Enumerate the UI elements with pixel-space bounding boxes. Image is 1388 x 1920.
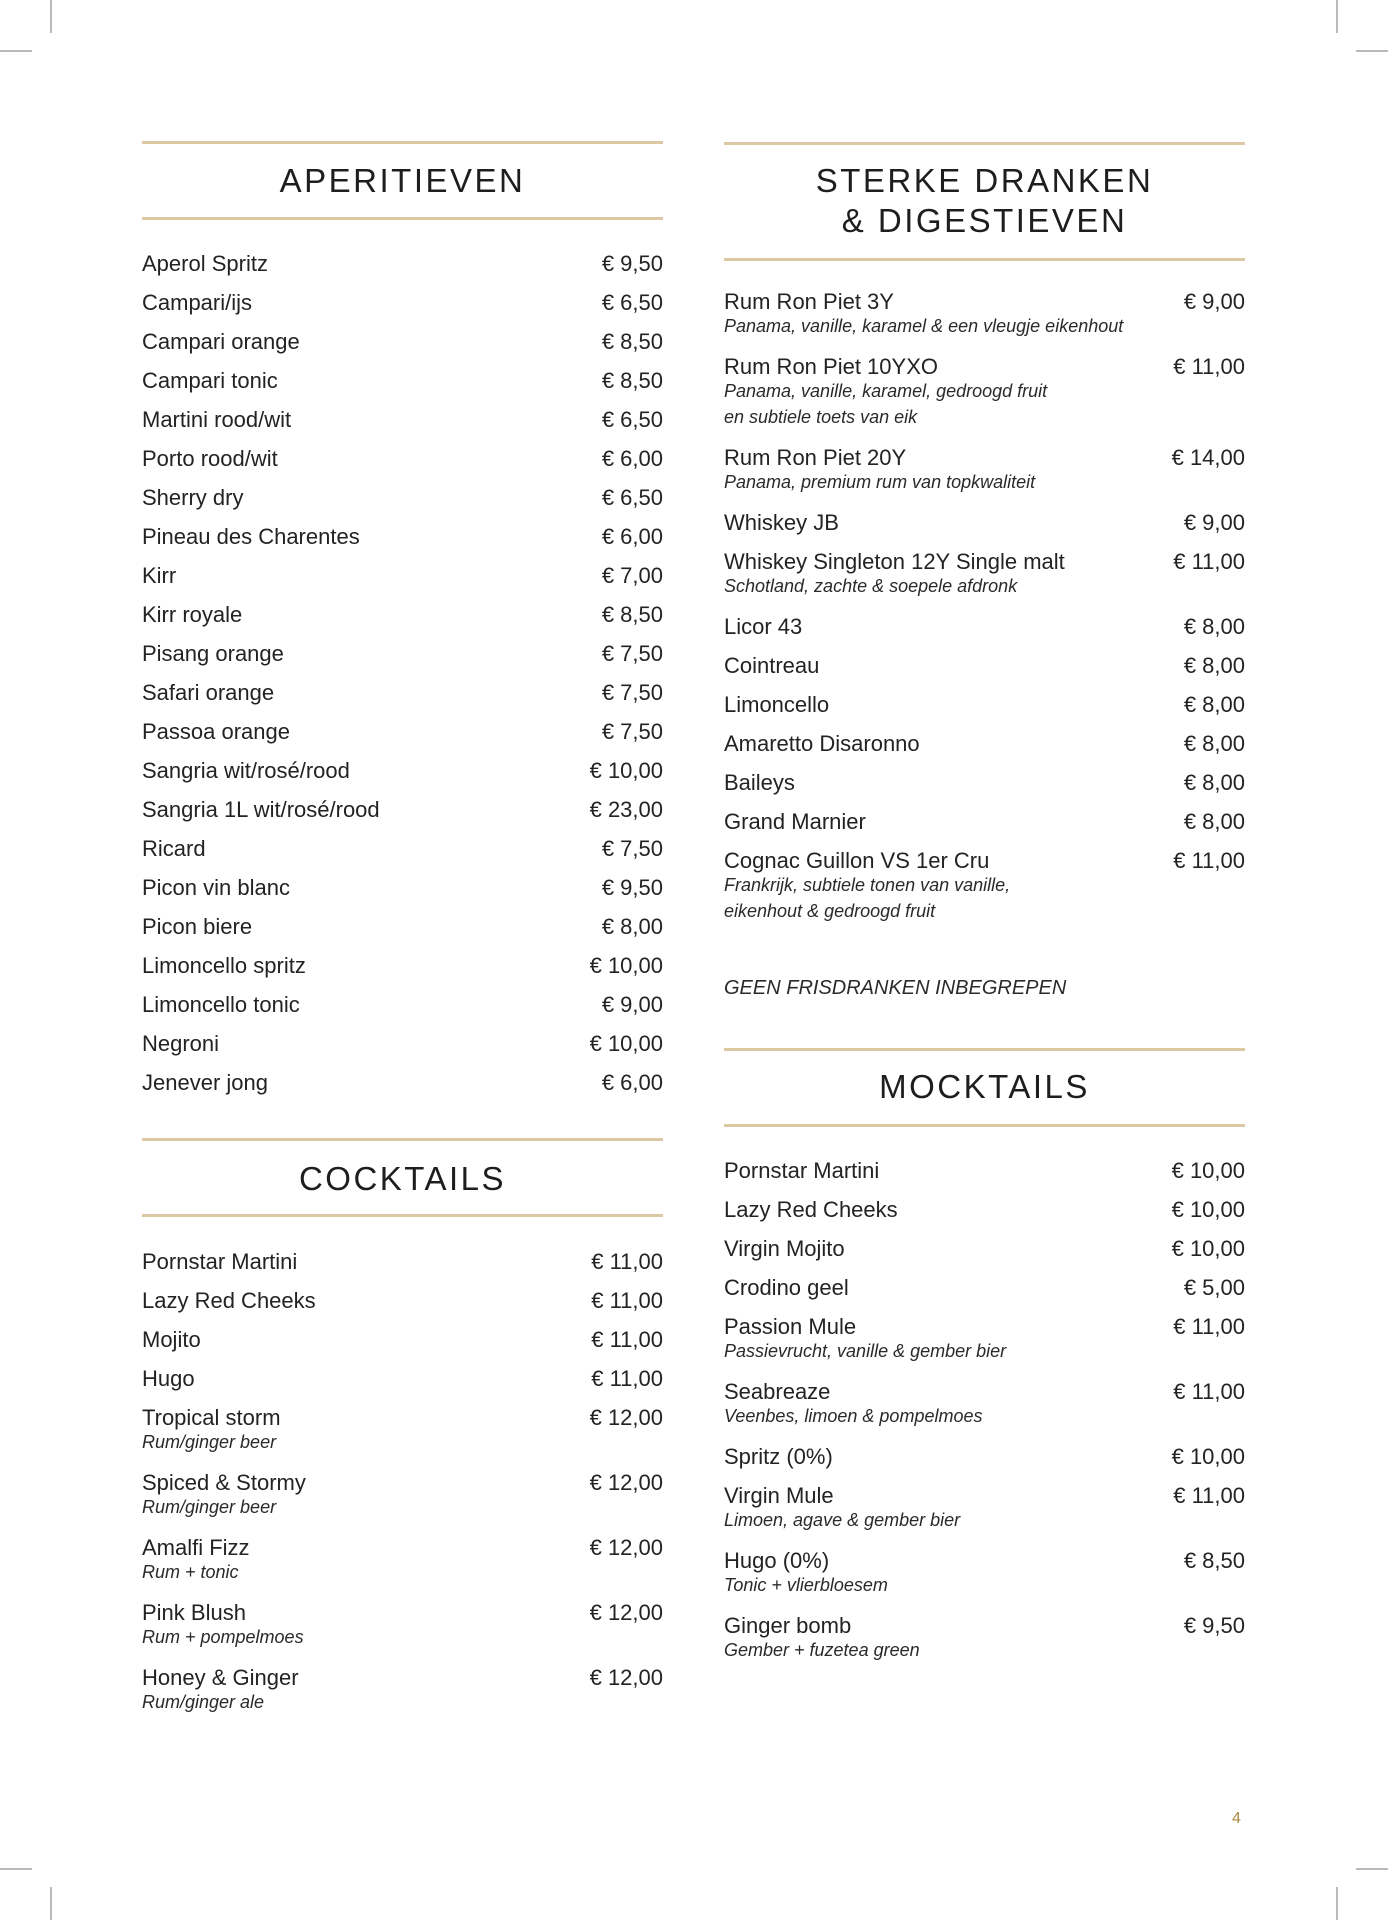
menu-item xyxy=(724,1190,1245,1229)
menu-item-name: Pornstar Martini xyxy=(142,1248,298,1274)
menu-item-price: € 7,50 xyxy=(601,679,663,705)
menu-item-line xyxy=(142,361,663,400)
menu-item-description-line: Tonic + vlierbloesem xyxy=(724,1575,888,1595)
menu-item xyxy=(142,1242,663,1281)
menu-item-name: Grand Marnier xyxy=(724,808,866,834)
menu-item xyxy=(724,347,1245,430)
menu-item-line xyxy=(724,802,1245,841)
menu-item-price: € 14,00 xyxy=(1171,444,1245,470)
menu-item xyxy=(142,790,663,829)
menu-item-description-line: eikenhout & gedroogd fruit xyxy=(724,901,936,921)
mocktails-rule-bottom xyxy=(724,1124,1245,1127)
menu-item-price: € 11,00 xyxy=(591,1248,663,1274)
page-number: 4 xyxy=(1232,1810,1241,1827)
menu-item-line xyxy=(142,946,663,985)
menu-item-name: Seabreaze xyxy=(724,1378,831,1404)
menu-item-line xyxy=(142,907,663,946)
menu-item-name: Jenever jong xyxy=(142,1069,268,1095)
menu-item xyxy=(142,1024,663,1063)
menu-item-name: Aperol Spritz xyxy=(142,250,268,276)
menu-item-price: € 12,00 xyxy=(589,1404,663,1430)
menu-item-name: Honey & Ginger xyxy=(142,1664,299,1690)
menu-item xyxy=(724,685,1245,724)
menu-item-name: Sherry dry xyxy=(142,484,244,510)
menu-item-description-line: Panama, premium rum van topkwaliteit xyxy=(724,472,1036,492)
menu-item-line xyxy=(142,751,663,790)
menu-item-price: € 11,00 xyxy=(1173,1313,1245,1339)
menu-item-name: Hugo xyxy=(142,1365,195,1391)
menu-item xyxy=(142,985,663,1024)
menu-item-name: Spiced & Stormy xyxy=(142,1469,306,1495)
menu-item xyxy=(724,1476,1245,1533)
menu-item-price: € 8,00 xyxy=(601,913,663,939)
menu-item xyxy=(724,1151,1245,1190)
menu-item-name: Sangria 1L wit/rosé/rood xyxy=(142,796,380,822)
menu-item-line xyxy=(724,607,1245,646)
menu-item-name: Cointreau xyxy=(724,652,820,678)
crop-mark-bottom-left-horizontal xyxy=(0,1868,32,1870)
menu-item-price: € 11,00 xyxy=(1173,548,1245,574)
menu-item-description xyxy=(724,1507,1245,1533)
menu-item-line xyxy=(724,763,1245,802)
menu-item-price: € 10,00 xyxy=(1171,1196,1245,1222)
menu-item-description xyxy=(724,1338,1245,1364)
menu-item-description xyxy=(142,1559,663,1585)
menu-item-price: € 6,50 xyxy=(601,406,663,432)
menu-item-line xyxy=(142,1242,663,1281)
menu-item-price: € 9,50 xyxy=(601,874,663,900)
menu-item-description-line: Panama, vanille, karamel, gedroogd fruit xyxy=(724,381,1048,401)
menu-item-description xyxy=(724,313,1245,339)
menu-item-price: € 9,00 xyxy=(1183,288,1245,314)
menu-item xyxy=(724,1268,1245,1307)
menu-item-name: Pineau des Charentes xyxy=(142,523,360,549)
menu-item xyxy=(724,724,1245,763)
menu-item-price: € 8,00 xyxy=(1183,691,1245,717)
no-soft-drinks-note: GEEN FRISDRANKEN INBEGREPEN xyxy=(724,977,1067,999)
menu-item-name: Amaretto Disaronno xyxy=(724,730,920,756)
menu-item-name: Virgin Mule xyxy=(724,1482,834,1508)
menu-item xyxy=(142,517,663,556)
menu-item-name: Pisang orange xyxy=(142,640,284,666)
menu-item-description-line: Rum/ginger ale xyxy=(142,1692,265,1712)
menu-item-line xyxy=(142,829,663,868)
menu-item-line xyxy=(724,1151,1245,1190)
aperitieven-list xyxy=(142,244,663,1102)
menu-item-name: Lazy Red Cheeks xyxy=(724,1196,898,1222)
menu-item-line xyxy=(142,673,663,712)
menu-item-line xyxy=(724,1229,1245,1268)
menu-item-name: Hugo (0%) xyxy=(724,1547,830,1573)
menu-item-line xyxy=(142,322,663,361)
menu-item-name: Crodino geel xyxy=(724,1274,849,1300)
crop-mark-bottom-right-horizontal xyxy=(1356,1868,1388,1870)
menu-item-description-line: Passievrucht, vanille & gember bier xyxy=(724,1341,1007,1361)
menu-item-description-line: Gember + fuzetea green xyxy=(724,1640,920,1660)
menu-item xyxy=(142,1398,663,1455)
menu-item xyxy=(142,439,663,478)
menu-item-name: Safari orange xyxy=(142,679,275,705)
menu-item-price: € 23,00 xyxy=(589,796,663,822)
menu-item-description xyxy=(724,872,1245,924)
menu-item-name: Campari tonic xyxy=(142,367,278,393)
menu-item xyxy=(142,634,663,673)
menu-item-description xyxy=(724,573,1245,599)
menu-item xyxy=(724,282,1245,339)
menu-item-line xyxy=(142,1063,663,1102)
aperitieven-rule-top xyxy=(142,141,663,144)
menu-item xyxy=(142,322,663,361)
menu-item xyxy=(142,556,663,595)
menu-item-price: € 11,00 xyxy=(591,1287,663,1313)
menu-item-price: € 10,00 xyxy=(1171,1157,1245,1183)
menu-item xyxy=(142,751,663,790)
menu-item xyxy=(142,1658,663,1715)
menu-item-price: € 9,00 xyxy=(601,991,663,1017)
menu-item-price: € 6,00 xyxy=(601,523,663,549)
menu-item-description-line: Panama, vanille, karamel & een vleugje eikenhout xyxy=(724,316,1124,336)
menu-item-line xyxy=(724,503,1245,542)
menu-item-price: € 8,00 xyxy=(1183,613,1245,639)
menu-item xyxy=(142,1281,663,1320)
menu-item-line xyxy=(724,1268,1245,1307)
menu-item-price: € 8,00 xyxy=(1183,730,1245,756)
menu-item-price: € 7,50 xyxy=(601,718,663,744)
menu-item-name: Virgin Mojito xyxy=(724,1235,845,1261)
menu-item-name: Passion Mule xyxy=(724,1313,857,1339)
menu-item-price: € 11,00 xyxy=(1173,847,1245,873)
menu-item xyxy=(142,712,663,751)
menu-item xyxy=(142,829,663,868)
menu-item xyxy=(142,1528,663,1585)
menu-item-name: Mojito xyxy=(142,1326,201,1352)
menu-item xyxy=(142,1359,663,1398)
crop-mark-bottom-left-vertical xyxy=(50,1887,52,1920)
menu-item-price: € 8,50 xyxy=(601,328,663,354)
menu-item-name: Sangria wit/rosé/rood xyxy=(142,757,350,783)
menu-item-name: Kirr royale xyxy=(142,601,243,627)
menu-item-name: Whiskey Singleton 12Y Single malt xyxy=(724,548,1065,574)
mocktails-heading: MOCKTAILS xyxy=(879,1068,1090,1105)
menu-item-description xyxy=(142,1429,663,1455)
menu-item-line xyxy=(724,1190,1245,1229)
menu-item-description-line: Schotland, zachte & soepele afdronk xyxy=(724,576,1018,596)
menu-item-price: € 7,00 xyxy=(601,562,663,588)
sterke-dranken-list xyxy=(724,282,1245,932)
menu-item-description-line: Rum/ginger beer xyxy=(142,1432,277,1452)
menu-item-name: Rum Ron Piet 10YXO xyxy=(724,353,938,379)
menu-item-price: € 8,50 xyxy=(601,367,663,393)
menu-item-description xyxy=(724,1403,1245,1429)
menu-item-name: Picon vin blanc xyxy=(142,874,290,900)
menu-item-description-line: Limoen, agave & gember bier xyxy=(724,1510,961,1530)
menu-item-line xyxy=(142,478,663,517)
menu-item-price: € 5,00 xyxy=(1183,1274,1245,1300)
menu-item-line xyxy=(142,985,663,1024)
menu-item xyxy=(142,400,663,439)
menu-item xyxy=(724,542,1245,599)
menu-item xyxy=(142,907,663,946)
menu-item xyxy=(724,438,1245,495)
menu-item xyxy=(142,946,663,985)
menu-item-name: Passoa orange xyxy=(142,718,290,744)
menu-item-line xyxy=(142,400,663,439)
menu-item-price: € 11,00 xyxy=(1173,1482,1245,1508)
menu-item-price: € 10,00 xyxy=(589,757,663,783)
menu-item-name: Spritz (0%) xyxy=(724,1443,833,1469)
menu-item-description xyxy=(142,1494,663,1520)
menu-item-name: Martini rood/wit xyxy=(142,406,292,432)
menu-item-line xyxy=(142,634,663,673)
menu-item-name: Ginger bomb xyxy=(724,1612,852,1638)
menu-item-name: Rum Ron Piet 20Y xyxy=(724,444,907,470)
menu-item-line xyxy=(142,712,663,751)
sterke-dranken-rule-bottom xyxy=(724,258,1245,261)
menu-item xyxy=(142,1063,663,1102)
menu-item xyxy=(142,478,663,517)
menu-item-line xyxy=(142,868,663,907)
menu-item-name: Porto rood/wit xyxy=(142,445,278,471)
menu-item xyxy=(724,1229,1245,1268)
menu-item-name: Rum Ron Piet 3Y xyxy=(724,288,894,314)
menu-item xyxy=(142,1463,663,1520)
menu-item-name: Negroni xyxy=(142,1030,220,1056)
menu-item xyxy=(142,283,663,322)
menu-item-price: € 8,00 xyxy=(1183,769,1245,795)
menu-item-name: Whiskey JB xyxy=(724,509,839,535)
menu-item xyxy=(142,361,663,400)
menu-item-price: € 9,00 xyxy=(1183,509,1245,535)
aperitieven-heading: APERITIEVEN xyxy=(279,162,526,199)
crop-mark-top-left-vertical xyxy=(50,0,52,33)
menu-item-line xyxy=(142,595,663,634)
menu-item-description xyxy=(142,1689,663,1715)
menu-item-price: € 6,50 xyxy=(601,484,663,510)
menu-item-price: € 6,00 xyxy=(601,1069,663,1095)
menu-item xyxy=(724,1437,1245,1476)
menu-item-price: € 10,00 xyxy=(1171,1235,1245,1261)
menu-item-name: Pornstar Martini xyxy=(724,1157,880,1183)
menu-item xyxy=(724,841,1245,924)
crop-mark-top-right-vertical xyxy=(1336,0,1338,33)
cocktails-heading: COCKTAILS xyxy=(298,1160,507,1197)
menu-item-line xyxy=(724,724,1245,763)
menu-item-price: € 11,00 xyxy=(591,1326,663,1352)
menu-item-line xyxy=(142,244,663,283)
crop-mark-top-right-horizontal xyxy=(1356,50,1388,52)
menu-item-line xyxy=(142,439,663,478)
menu-item xyxy=(724,802,1245,841)
menu-item-line xyxy=(142,556,663,595)
crop-mark-top-left-horizontal xyxy=(0,50,32,52)
menu-item-name: Baileys xyxy=(724,769,795,795)
menu-item-price: € 12,00 xyxy=(589,1534,663,1560)
menu-item-name: Tropical storm xyxy=(142,1404,281,1430)
menu-item xyxy=(142,1593,663,1650)
menu-item-price: € 7,50 xyxy=(601,640,663,666)
menu-item-price: € 8,50 xyxy=(601,601,663,627)
menu-item-name: Limoncello xyxy=(724,691,830,717)
menu-item-line xyxy=(142,283,663,322)
menu-item-name: Lazy Red Cheeks xyxy=(142,1287,316,1313)
menu-item xyxy=(724,763,1245,802)
menu-item-price: € 7,50 xyxy=(601,835,663,861)
menu-item-description xyxy=(724,469,1245,495)
menu-item-price: € 12,00 xyxy=(589,1664,663,1690)
menu-item-price: € 6,00 xyxy=(601,445,663,471)
menu-item-name: Pink Blush xyxy=(142,1599,246,1625)
menu-item-name: Picon biere xyxy=(142,913,253,939)
menu-item-description-line: en subtiele toets van eik xyxy=(724,407,918,427)
sterke-dranken-rule-top xyxy=(724,142,1245,145)
menu-item xyxy=(724,503,1245,542)
menu-item-price: € 12,00 xyxy=(589,1599,663,1625)
menu-item-price: € 11,00 xyxy=(1173,353,1245,379)
menu-item-description-line: Frankrijk, subtiele tonen van vanille, xyxy=(724,875,1011,895)
cocktails-list xyxy=(142,1242,663,1723)
menu-item xyxy=(724,1606,1245,1663)
menu-item-line xyxy=(724,685,1245,724)
menu-item xyxy=(142,244,663,283)
menu-item-line xyxy=(142,1024,663,1063)
menu-item-price: € 10,00 xyxy=(589,952,663,978)
menu-item-price: € 6,50 xyxy=(601,289,663,315)
sterke-dranken-heading xyxy=(724,161,1245,241)
cocktails-rule-bottom xyxy=(142,1214,663,1217)
menu-item xyxy=(142,595,663,634)
menu-item xyxy=(142,673,663,712)
menu-item-description-line: Rum + pompelmoes xyxy=(142,1627,304,1647)
menu-item-description-line: Rum + tonic xyxy=(142,1562,239,1582)
menu-item xyxy=(724,607,1245,646)
mocktails-list xyxy=(724,1151,1245,1671)
menu-item-price: € 10,00 xyxy=(1171,1443,1245,1469)
menu-item xyxy=(142,1320,663,1359)
sterke-dranken-heading-line2: & DIGESTIEVEN xyxy=(841,202,1128,239)
cocktails-rule-top xyxy=(142,1138,663,1141)
menu-item-line xyxy=(142,517,663,556)
menu-item-line xyxy=(142,1281,663,1320)
menu-item-name: Kirr xyxy=(142,562,177,588)
menu-item-price: € 9,50 xyxy=(1183,1612,1245,1638)
menu-item-price: € 10,00 xyxy=(589,1030,663,1056)
menu-item xyxy=(724,646,1245,685)
menu-item-description-line: Veenbes, limoen & pompelmoes xyxy=(724,1406,983,1426)
menu-item-price: € 11,00 xyxy=(591,1365,663,1391)
menu-item-name: Cognac Guillon VS 1er Cru xyxy=(724,847,990,873)
menu-item-price: € 8,00 xyxy=(1183,652,1245,678)
menu-item-description xyxy=(724,378,1245,430)
menu-item-name: Campari orange xyxy=(142,328,300,354)
menu-item-line xyxy=(142,790,663,829)
aperitieven-rule-bottom xyxy=(142,217,663,220)
menu-item-name: Campari/ijs xyxy=(142,289,253,315)
menu-item xyxy=(724,1307,1245,1364)
menu-item-description xyxy=(724,1572,1245,1598)
menu-item-price: € 8,50 xyxy=(1183,1547,1245,1573)
menu-item-name: Limoncello spritz xyxy=(142,952,306,978)
menu-item-price: € 12,00 xyxy=(589,1469,663,1495)
menu-item xyxy=(724,1541,1245,1598)
menu-item-line xyxy=(142,1359,663,1398)
menu-item-description xyxy=(142,1624,663,1650)
menu-item-line xyxy=(724,646,1245,685)
menu-item-description-line: Rum/ginger beer xyxy=(142,1497,277,1517)
menu-item-price: € 11,00 xyxy=(1173,1378,1245,1404)
mocktails-rule-top xyxy=(724,1048,1245,1051)
menu-item xyxy=(724,1372,1245,1429)
crop-mark-bottom-right-vertical xyxy=(1336,1887,1338,1920)
menu-item xyxy=(142,868,663,907)
menu-item-name: Limoncello tonic xyxy=(142,991,300,1017)
menu-item-line xyxy=(724,1437,1245,1476)
menu-item-line xyxy=(142,1320,663,1359)
menu-item-description xyxy=(724,1637,1245,1663)
sterke-dranken-heading-line1: STERKE DRANKEN xyxy=(815,162,1154,199)
menu-item-name: Amalfi Fizz xyxy=(142,1534,250,1560)
menu-item-name: Licor 43 xyxy=(724,613,803,639)
menu-item-price: € 8,00 xyxy=(1183,808,1245,834)
menu-item-price: € 9,50 xyxy=(601,250,663,276)
menu-item-name: Ricard xyxy=(142,835,206,861)
